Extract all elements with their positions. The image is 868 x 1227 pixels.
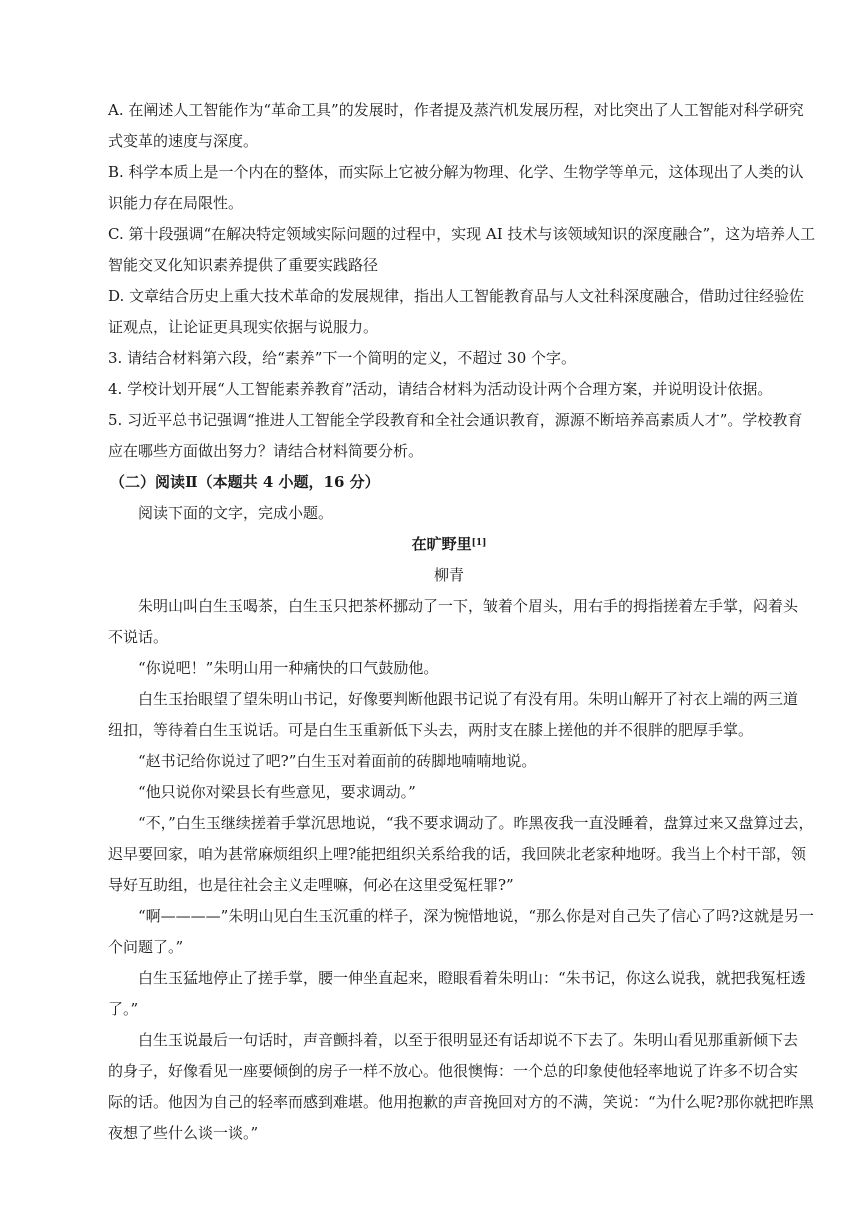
question-4: 4. 学校计划开展“人工智能素养教育”活动，请结合材料为活动设计两个合理方案，并说明设计依据。 — [108, 380, 773, 398]
option-a-line-1: A. 在阐述人工智能作为“革命工具”的发展时，作者提及蒸汽机发展历程，对比突出了人工智能对科学研究 — [108, 101, 804, 119]
para-6-line-2: 迟早要回家，咱为甚常麻烦组织上哩?能把组织关系给我的话，我回陕北老家种地呀。我当上个村干部，领 — [108, 845, 807, 863]
article-title — [108, 534, 790, 554]
option-d-line-1: D. 文章结合历史上重大技术革命的发展规律，指出人工智能教育品与人文社科深度融合，借助过往经验佐 — [108, 287, 805, 305]
question-5-line-2: 应在哪些方面做出努力？请结合材料简要分析。 — [108, 442, 424, 460]
para-5: “他只说你对梁县长有些意见，要求调动。” — [138, 783, 416, 801]
section-heading: （二）阅读Ⅱ（本题共 4 小题，16 分） — [110, 473, 380, 491]
article-author: 柳青 — [433, 566, 464, 584]
option-b-line-2: 识能力存在局限性。 — [108, 194, 244, 212]
para-4: “赵书记给你说过了吧?”白生玉对着面前的砖脚地喃喃地说。 — [138, 752, 537, 770]
question-5-line-1: 5. 习近平总书记强调“推进人工智能全学段教育和全社会通识教育，源源不断培养高素质人才”。学校教育 — [108, 411, 803, 429]
section-instruction: 阅读下面的文字，完成小题。 — [138, 504, 334, 522]
para-9-line-2: 的身子，好像看见一座要倾倒的房子一样不放心。他很懊悔：一个总的印象使他轻率地说了许多不切合实 — [108, 1062, 799, 1080]
option-a-line-2: 式变革的速度与深度。 — [108, 132, 259, 150]
option-d-line-2: 证观点，让论证更具现实依据与说服力。 — [108, 318, 379, 336]
footnote-mark: [1] — [471, 538, 487, 548]
para-8-line-1: 白生玉猛地停止了搓手掌，腰一伸坐直起来，瞪眼看着朱明山：“朱书记，你这么说我，就把我冤枉透 — [138, 969, 806, 987]
para-9-line-3: 际的话。他因为自己的轻率而感到难堪。他用抱歉的声音挽回对方的不满，笑说：“为什么呢?那你就把昨黑 — [108, 1093, 814, 1111]
para-1-line-1: 朱明山叫白生玉喝茶，白生玉只把茶杯挪动了一下，皱着个眉头，用右手的拇指搓着左手掌，闷着头 — [138, 597, 799, 615]
question-3: 3. 请结合材料第六段，给“素养”下一个简明的定义，不超过 30 个字。 — [108, 349, 577, 367]
para-6-line-3: 导好互助组，也是往社会主义走哩嘛，何必在这里受冤枉罪?” — [108, 876, 514, 894]
option-c-line-1: C. 第十段强调“在解决特定领域实际问题的过程中，实现 AI 技术与该领域知识的深度融合”，这为培养人工 — [108, 225, 816, 243]
option-b-line-1: B. 科学本质上是一个内在的整体，而实际上它被分解为物理、化学、生物学等单元，这体现出了人类的认 — [108, 163, 804, 181]
para-3-line-1: 白生玉抬眼望了望朱明山书记，好像要判断他跟书记说了有没有用。朱明山解开了衬衣上端的两三道 — [138, 690, 799, 708]
para-2: “你说吧！”朱明山用一种痛快的口气鼓励他。 — [138, 659, 439, 677]
para-9-line-4: 夜想了些什么谈一谈。” — [108, 1124, 259, 1142]
para-7-line-2: 个问题了。” — [108, 938, 184, 956]
para-9-line-1: 白生玉说最后一句话时，声音颤抖着，以至于很明显还有话却说不下去了。朱明山看见那重新倾下去 — [138, 1031, 799, 1049]
para-7-line-1: “啊————”朱明山见白生玉沉重的样子，深为惋惜地说，“那么你是对自己失了信心了吗?这就是另一 — [138, 907, 815, 925]
para-8-line-2: 了。” — [108, 1000, 139, 1018]
article-title-text: 在旷野里 — [411, 535, 472, 553]
para-3-line-2: 纽扣，等待着白生玉说话。可是白生玉重新低下头去，两肘支在膝上搓他的并不很胖的肥厚手掌。 — [108, 721, 754, 739]
para-6-line-1: “不，”白生玉继续搓着手掌沉思地说，“我不要求调动了。昨黑夜我一直没睡着，盘算过来又盘算过去， — [138, 814, 814, 832]
option-c-line-2: 智能交叉化知识素养提供了重要实践路径 — [108, 256, 379, 274]
para-1-line-2: 不说话。 — [108, 628, 169, 646]
document-page — [108, 100, 816, 1143]
